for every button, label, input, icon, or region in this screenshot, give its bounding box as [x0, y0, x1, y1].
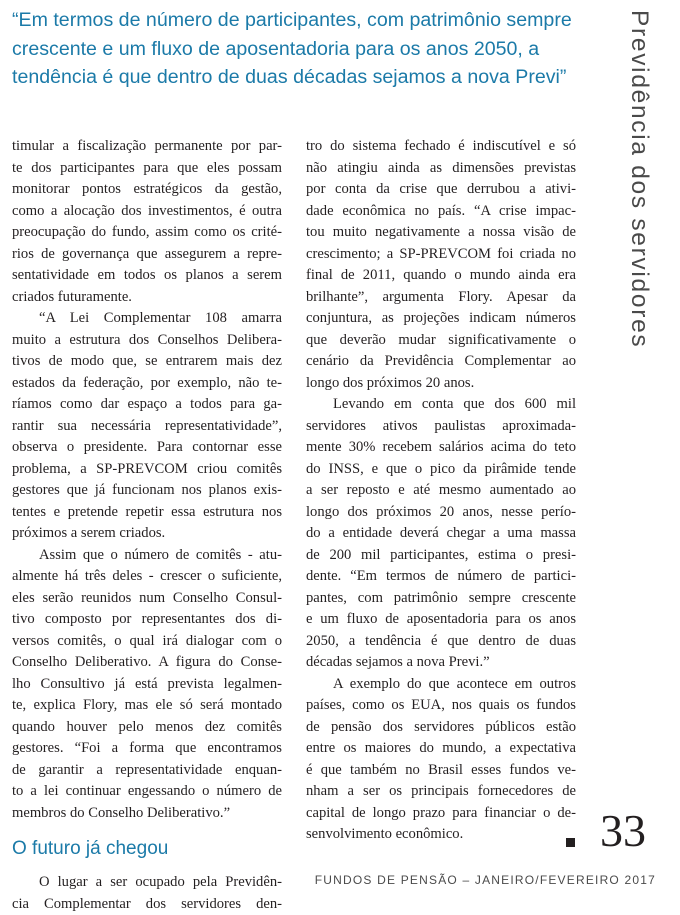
body-line: rios de governança que assegurem a repre-: [12, 244, 282, 266]
body-line: te dos participantes para que eles possam: [12, 158, 282, 180]
body-line: gestores. “Foi a forma que encontramos: [12, 738, 282, 760]
body-line: estados da federação, por exemplo, não te-: [12, 373, 282, 395]
body-line: eles serão reunidos num Conselho Consul-: [12, 588, 282, 610]
body-line: Conselho Deliberativo. A figura do Conse-: [12, 652, 282, 674]
body-line: 2050, a tendência é que dentro de duas: [306, 631, 576, 653]
body-line: Levando em conta que dos 600 mil: [306, 394, 576, 416]
body-line: quando houver pelo menos dez comitês: [12, 717, 282, 739]
body-line: de garantir a representatividade enquan-: [12, 760, 282, 782]
body-line: como a alocação dos investimentos, é outra: [12, 201, 282, 223]
body-line: problema, a SP-PREVCOM criou comitês: [12, 459, 282, 481]
body-line: não atingiu ainda as dimensões previstas: [306, 158, 576, 180]
body-line: do INSS, e que o pico da pirâmide tende: [306, 459, 576, 481]
body-line: servidores ativos paulistas aproximada-: [306, 416, 576, 438]
body-line: de 200 mil participantes, estima o presi-: [306, 545, 576, 567]
body-line: pantes, com patrimônio sempre crescente: [306, 588, 576, 610]
body-line: conjuntura, as projeções indicam números: [306, 308, 576, 330]
pull-quote-line: tendência é que dentro de duas décadas sejamos a nova Previ”: [12, 63, 602, 92]
body-line: nham a ser os principais fornecedores de: [306, 781, 576, 803]
body-line: timular a fiscalização permanente por par-: [12, 136, 282, 158]
body-line: que deverão mudar significativamente o: [306, 330, 576, 352]
page-number: 33: [600, 805, 646, 857]
article-end-square-icon: [566, 838, 575, 847]
body-line: te, explica Flory, mas ele só será montado: [12, 695, 282, 717]
body-line: tivos de modo que, se entrarem mais dez: [12, 351, 282, 373]
body-line: próximos a serem criados.: [12, 523, 282, 545]
body-line: brilhante”, argumenta Flory. Apesar da: [306, 287, 576, 309]
body-line: longo dos próximos 20 anos.: [306, 373, 576, 395]
body-line: tivo composto por representantes dos di-: [12, 609, 282, 631]
body-line: do a entidade deverá chegar a uma massa: [306, 523, 576, 545]
body-line: longo dos próximos 20 anos, nesse perío-: [306, 502, 576, 524]
body-line: A exemplo do que acontece em outros: [306, 674, 576, 696]
right-column: [306, 136, 576, 846]
body-line: sentatividade em todos os planos a serem: [12, 265, 282, 287]
body-line: de pensão dos servidores públicos estão: [306, 717, 576, 739]
left-column: [12, 136, 282, 915]
body-line: décadas sejamos a nova Previ.”: [306, 652, 576, 674]
body-line: tentes e pretende repetir essa estrutura nos: [12, 502, 282, 524]
body-line: membros do Conselho Deliberativo.”: [12, 803, 282, 825]
body-line: senvolvimento econômico.: [306, 824, 576, 846]
footer-publication: FUNDOS DE PENSÃO – JANEIRO/FEVEREIRO 2017: [290, 873, 656, 887]
body-line: lho Consultivo já está prevista legalmen-: [12, 674, 282, 696]
body-line: dente. “Em termos de número de partici-: [306, 566, 576, 588]
body-line: monitorar pontos estratégicos da gestão,: [12, 179, 282, 201]
body-line: muito a estrutura dos Conselhos Delibera-: [12, 330, 282, 352]
body-line: capital de longo prazo para financiar o de-: [306, 803, 576, 825]
pull-quote-line: “Em termos de número de participantes, com patrimônio sempre: [12, 6, 602, 35]
body-line: países, como os EUA, nos quais os fundos: [306, 695, 576, 717]
body-line: por conta da crise que derrubou a ativi-: [306, 179, 576, 201]
body-line: Assim que o número de comitês - atu-: [12, 545, 282, 567]
body-line: criados futuramente.: [12, 287, 282, 309]
body-line: e um fluxo de aposentadoria para os anos: [306, 609, 576, 631]
section-title-vertical: Previdência dos servidores: [623, 10, 655, 315]
body-line: preocupação do fundo, assim como os crité-: [12, 222, 282, 244]
body-line: to a lei continuar engessando o número de: [12, 781, 282, 803]
body-line: dade econômica no país. “A crise impac-: [306, 201, 576, 223]
body-line: é que também no Brasil esses fundos ve-: [306, 760, 576, 782]
body-line: versos comitês, o qual irá dialogar com o: [12, 631, 282, 653]
body-line: cia Complementar dos servidores den-: [12, 894, 282, 915]
body-line: almente há três deles - crescer o suficiente,: [12, 566, 282, 588]
body-line: ríamos como dar espaço a todos para ga-: [12, 394, 282, 416]
body-line: rantir sua necessária representatividade”,: [12, 416, 282, 438]
body-line: tou muito negativamente a nossa visão de: [306, 222, 576, 244]
body-line: a ser reposto e até mesmo aumentado ao: [306, 480, 576, 502]
body-line: gestores que já funcionam nos planos exis-: [12, 480, 282, 502]
body-line: tro do sistema fechado é indiscutível e só: [306, 136, 576, 158]
body-line: crescimento; a SP-PREVCOM foi criada no: [306, 244, 576, 266]
body-line: “A Lei Complementar 108 amarra: [12, 308, 282, 330]
body-line: O lugar a ser ocupado pela Previdên-: [12, 872, 282, 894]
body-line: final de 2011, quando o mundo ainda era: [306, 265, 576, 287]
pull-quote-line: crescente e um fluxo de aposentadoria para os anos 2050, a: [12, 35, 602, 64]
body-line: entre os maiores do mundo, a expectativa: [306, 738, 576, 760]
subheading: O futuro já chegou: [12, 834, 282, 864]
body-line: cenário da Previdência Complementar ao: [306, 351, 576, 373]
pull-quote: [12, 6, 602, 92]
body-line: observa o presidente. Para contornar esse: [12, 437, 282, 459]
body-line: mente 30% recebem salários acima do teto: [306, 437, 576, 459]
